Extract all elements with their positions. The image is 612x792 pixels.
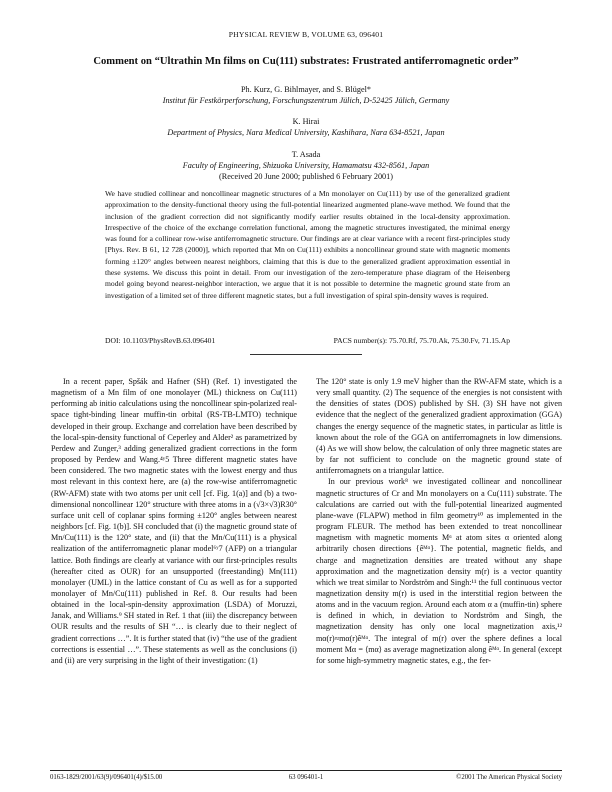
doi[interactable]: DOI: 10.1103/PhysRevB.63.096401 xyxy=(105,336,216,345)
author-names: T. Asada xyxy=(291,150,321,159)
right-column xyxy=(316,376,562,666)
running-head: PHYSICAL REVIEW B, VOLUME 63, 096401 xyxy=(228,30,384,39)
author-group-3 xyxy=(60,149,552,182)
affiliation: Department of Physics, Nara Medical University, Kashihara, Nara 634-8521, Japan xyxy=(167,128,445,137)
affiliation: Faculty of Engineering, Shizuoka University, Hamamatsu 432-8561, Japan xyxy=(182,161,430,170)
author-group-2 xyxy=(60,116,552,138)
body-paragraph: The 120° state is only 1.9 meV higher than the RW-AFM state, which is a very small quantity. (2) The sequence of the energies is not consistent with the densities of states (DOS) published by SH. (3) SH have not given evidence that the neglect of the generalized gradient approximation (GGA) changes the energy sequence of the magnetic states, in particular as little is known about the role of the GGA on antiferromagnets in low dimensions. (4) As we will show below, the calculation of only three magnetic states are by far not sufficient to conclude on the magnetic ground state of antiferromagnets on a triangular lattice. xyxy=(316,377,562,476)
author-names: Ph. Kurz, G. Bihlmayer, and S. Blügel* xyxy=(241,85,371,94)
footer-rule xyxy=(50,770,562,771)
copyright: ©2001 The American Physical Society xyxy=(456,774,562,781)
body-paragraph: In our previous work⁸ we investigated collinear and noncollinear magnetic structures of Cr and Mn monolayers on a Cu(111) substrate. The calculations are carried out with the full-potential linearized augmented plane-wave (FLAPW) method in film geometry¹⁰ as implemented in the program FLEUR. The method has been extended to treat noncollinear magnetism with magnetic moments Mᵅ at atom sites α oriented along arbitrarily chosen directions {êᴹᵅ}. The potential, magnetic fields, and charge and magnetization densities are treated without any shape approximation and the magnetization density m(r) is a vector quantity which we treat similar to Nordström and Singh:¹¹ the full continuous vector magnetization density m(r) is used in the interstitial region between the atoms and in the vacuum region. Around each atom α a (muffin-tin) sphere is defined in which, in deviation to Nordström and Singh, the magnetization density has only one local magnetization axis,¹² mα(r)≈mα(r)êᴹᵅ. The integral of m(r) over the sphere defines a local moment Mα = ⟨mα⟩ as average magnetization along êᴹᵅ. In general (except for some high-symmetry magnetic states, e.g., the fer- xyxy=(316,477,562,665)
affiliation: Institut für Festkörperforschung, Forschungszentrum Jülich, D-52425 Jülich, Germany xyxy=(162,96,450,105)
author-group-1 xyxy=(60,84,552,106)
pacs-numbers: PACS number(s): 75.70.Rf, 75.70.Ak, 75.30.Fv, 71.15.Ap xyxy=(333,336,510,345)
separator-rule xyxy=(250,354,362,355)
left-column xyxy=(51,376,297,666)
page-number: 63 096401-1 xyxy=(288,774,324,781)
body-paragraph: In a recent paper, Spšák and Hafner (SH) (Ref. 1) investigated the magnetism of a Mn film of one monolayer (ML) thickness on Cu(111) performing ab initio calculations using the noncollinear spin-polarized real-space tight-binding linear muffin-tin orbital (RS-TB-LMTO) technique developed in their group. Exchange and correlation have been described by the local-spin-density functional of Ceperley and Alder² as parametrized by Perdew and Zunger,³ adding generalized gradient corrections in the form proposed by Perdew and Wang.⁴ʸ5 Three different magnetic states have been considered. The two magnetic states with the lowest energy and thus most relevant in this context here, are (a) the row-wise antiferromagnetic (RW-AFM) state with two atoms per unit cell [cf. Fig. 1(a)] and (b) a two-dimensional noncollinear 120° structure with three atoms in a (√3×√3)R30° surface unit cell of coplanar spins forming ±120° angles between nearest neighbors [cf. Fig. 1(b)]. SH concluded that (i) the magnetic ground state of Mn/Cu(111) is the 120° state, and (ii) that the Mn/Cu(111) is a physical realization of the antiferromagnetic planar model⁶ʸ7 (AFP) on a triangular lattice. Both findings are clearly at variance with our first-principles results (hereafter cited as OUR) for an unsupported (freestanding) Mn(111) monolayer (UML) in the lattice constant of Cu as well as for a supported monolayer of Mn/Cu(111) published in Ref. 8. Our results had been obtained in the local-spin-density approximation (LSDA) of Moruzzi, Janak, and Williams.⁹ SH stated in Ref. 1 that (iii) the discrepancy between OUR results and the results of SH “… is clearly due to their neglect of gradient corrections …”. It is further stated that (iv) “the use of the gradient corrections is essential …”. These statements as well as the conclusions (i) and (ii) are very surprising in the light of their investigation: (1) xyxy=(51,377,297,665)
abstract: We have studied collinear and noncollinear magnetic structures of a Mn monolayer on Cu(111) by use of the generalized gradient approximation to the density-functional theory using the full-potential linearized augmented plane-wave method. We found that the inclusion of the gradient correction did not significantly modify earlier results obtained in the local-density approximation. Irrespective of the choice of the exchange correlation functional, among the magnetic structures investigated, the minimal energy was found for a collinear row-wise antiferromagnetic structure. Our findings are at clear variance with a recent first-principles study [Phys. Rev. B 61, 12 728 (2000)], which reported that Mn on Cu(111) exhibits a noncollinear ground state with magnetic moments forming ±120° angles between nearest neighbors, claiming that this is due to the generalized gradient approximation essential in these systems. We discuss this point in detail. From our investigation of the zero-temperature phase diagram of the Heisenberg model going beyond nearest-neighbor interaction, we argue that it is not possible to determine the magnetic ground state from an investigation of a limited set of three different magnetic states, but a full investigation of spiral spin-density waves is required. xyxy=(105,189,510,300)
footer-issn: 0163-1829/2001/63(9)/096401(4)/$15.00 xyxy=(50,774,163,781)
paper-title: Comment on “Ultrathin Mn films on Cu(111) substrates: Frustrated antiferromagnetic order” xyxy=(93,56,519,67)
author-names: K. Hirai xyxy=(292,117,320,126)
doi-pacs-line xyxy=(105,336,510,345)
received-dates: (Received 20 June 2000; published 6 February 2001) xyxy=(219,172,393,181)
